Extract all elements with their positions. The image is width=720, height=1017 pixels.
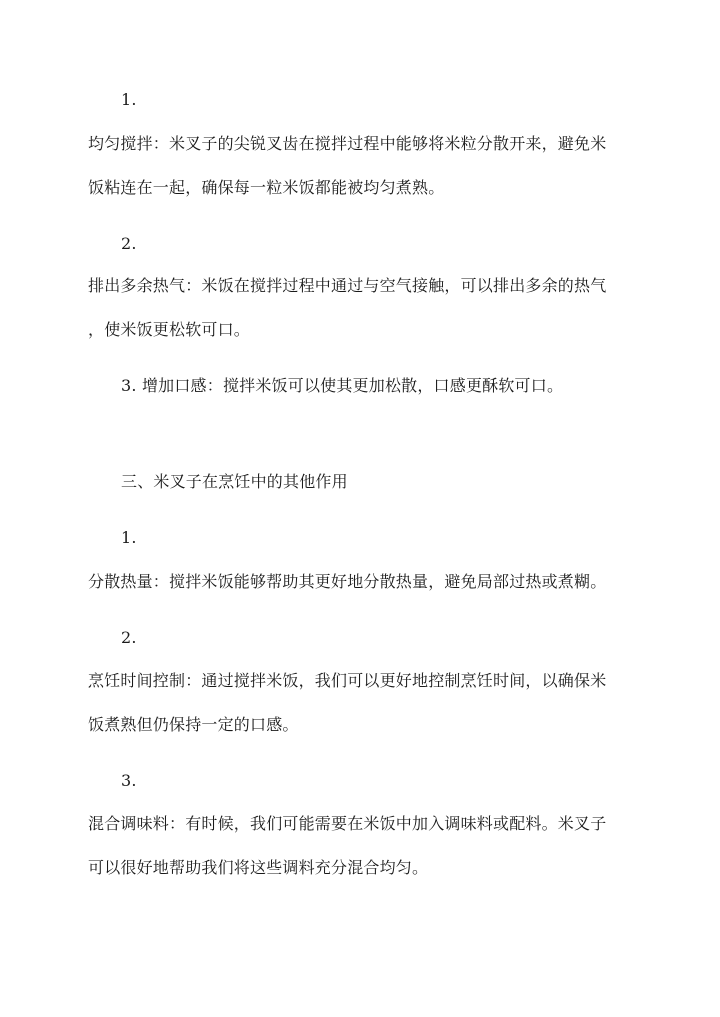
list-item-text: 3. 增加口感：搅拌米饭可以使其更加松散，口感更酥软可口。 — [121, 376, 564, 395]
list-item-text: 饭粘连在一起，确保每一粒米饭都能被均匀煮熟。 — [88, 178, 445, 197]
list-item-text: 排出多余热气：米饭在搅拌过程中通过与空气接触，可以排出多余的热气 — [88, 276, 607, 295]
list-item-text: 混合调味料：有时候，我们可能需要在米饭中加入调味料或配料。米叉子 — [88, 814, 607, 833]
section-heading: 三、米叉子在烹饪中的其他作用 — [121, 472, 348, 491]
list-item-text: 饭煮熟但仍保持一定的口感。 — [88, 715, 299, 734]
list-item-text: 均匀搅拌：米叉子的尖锐叉齿在搅拌过程中能够将米粒分散开来，避免米 — [88, 134, 607, 153]
list-item-text: 分散热量：搅拌米饭能够帮助其更好地分散热量，避免局部过热或煮糊。 — [88, 572, 607, 591]
list-item-text: 可以很好地帮助我们将这些调料充分混合均匀。 — [88, 858, 429, 877]
list-item-number: 1. — [121, 528, 137, 547]
list-item-number: 2. — [121, 234, 137, 253]
list-item-text: ，使米饭更松软可口。 — [88, 320, 251, 339]
list-item-number: 2. — [121, 628, 137, 647]
list-item-number: 3. — [121, 771, 137, 790]
list-item-text: 烹饪时间控制：通过搅拌米饭，我们可以更好地控制烹饪时间，以确保米 — [88, 671, 607, 690]
list-item-number: 1. — [121, 90, 137, 109]
